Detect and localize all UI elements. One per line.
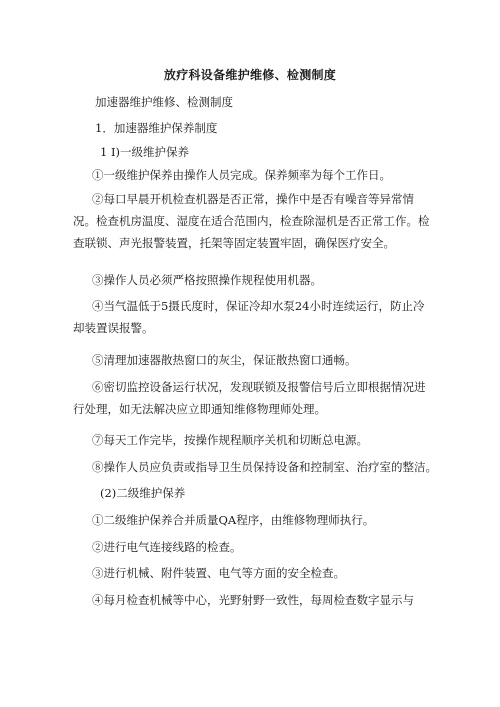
section-heading: 加速器维护维修、检测制度	[95, 95, 233, 109]
list-item: ⑧操作人员应负责或指导卫生员保持设备和控制室、治疗室的整洁。	[92, 460, 437, 474]
document-title: 放疗科设备维护维修、检测制度	[163, 68, 337, 82]
list-item: ⑤清理加速器散热窗口的灰尘，保证散热窗口通畅。	[92, 353, 357, 367]
list-item: ③进行机械、附件装置、电气等方面的安全检查。	[92, 566, 345, 580]
list-item: ②每口早晨开机检查机器是否正常，操作中是否有噪音等异常情况。检查机房温度、湿度在适合范围内，检查除湿机是否正常工作。检查联锁、声光报警装置，托架等固定装置牢固，确保医疗安全。	[73, 192, 430, 250]
list-item: ①二级维护保养合并质量QA程序，由维修物理师执行。	[92, 513, 375, 527]
level-heading: (2)二级维护保养	[100, 486, 186, 500]
list-item: ②进行电气连接线路的检查。	[92, 540, 242, 554]
subsection-heading: 1．加速器维护保养制度	[95, 121, 218, 135]
list-item: ④当气温低于5摄氏度时，保证冷却水泵24小时连续运行，防止冷却装置误报警。	[73, 299, 425, 335]
list-item: ①一级维护保养由操作人员完成。保养频率为每个工作日。	[92, 168, 391, 182]
list-item: ④每月检查机械等中心，光野射野一致性，每周检查数字显示与	[92, 593, 414, 607]
list-item: ⑦每天工作完毕，按操作规程顺序关机和切断总电源。	[92, 433, 368, 447]
list-item: ⑥密切监控设备运行状况，发现联锁及报警信号后立即根据情况进行处理，如无法解决应立即通知维修物理师处理。	[73, 380, 426, 416]
level-heading: 1 I)一级维护保养	[100, 145, 190, 159]
list-item: ③操作人员必须严格按照操作规程使用机器。	[92, 273, 322, 287]
